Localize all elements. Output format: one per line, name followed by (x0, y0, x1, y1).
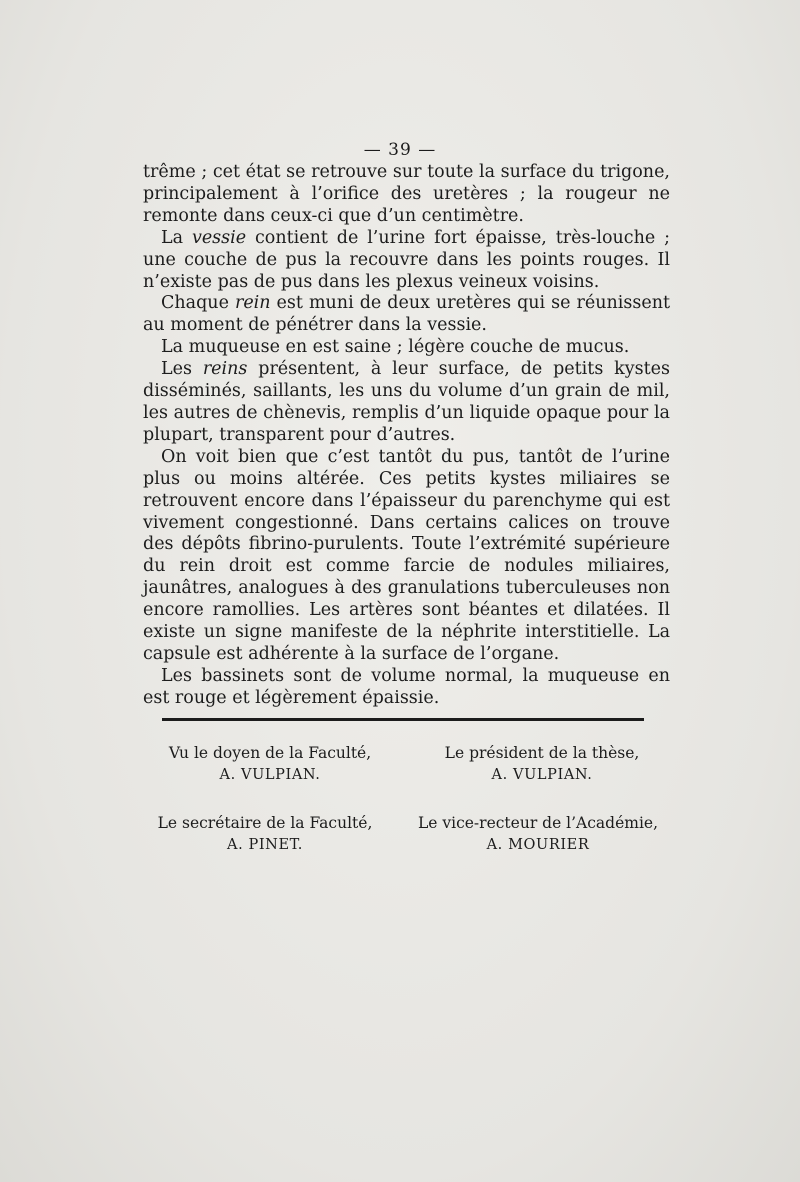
signature-name: A. VULPIAN. (219, 767, 321, 783)
italic-term: rein (234, 293, 271, 314)
signature-title: Le vice-recteur de l’Académie, (417, 814, 659, 832)
signature-name: A. MOURIER (486, 837, 590, 853)
president-signature-block (412, 742, 672, 786)
paragraph: Les reins présentent, à leur surface, de petits kystes disséminés, saillants, les uns du volume d’un grain de mil, les autres de chènevis, remplis d’un liquide opaque pour la plupart, transparent pour d’autres. (143, 359, 670, 445)
signature-title: Le secrétaire de la Faculté, (157, 814, 373, 832)
body-text (143, 162, 670, 710)
paragraph: Les bassinets sont de volume normal, la muqueuse en est rouge et légèrement épaissie. (143, 665, 670, 708)
signature-title: Vu le doyen de la Faculté, (168, 744, 372, 762)
paragraph: On voit bien que c’est tantôt du pus, tantôt de l’urine plus ou moins altérée. Ces petits kystes miliaires se retrouvent encore dans l’épaisseur du parenchyme qui est vivement congestionné. Dans certains calices on trouve des dépôts fibrino-purulents. Toute l’extrémité supérieure du rein droit est comme farcie de nodules miliaires, jaunâtres, analogues à des granulations tuberculeuses non encore ramollies. Les artères sont béantes et dilatées. Il existe un signe manifeste de la néphrite interstitielle. La capsule est adhérente à la surface de l’organe. (143, 446, 670, 664)
paragraph: trême ; cet état se retrouve sur toute la surface du trigone, principalement à l’orifice des uretères ; la rougeur ne remonte dans ceux-ci que d’un centimètre. (143, 162, 670, 226)
italic-term: reins (202, 359, 248, 380)
paragraph: La muqueuse en est saine ; légère couche de mucus. (161, 337, 630, 358)
rector-signature-block (408, 812, 668, 856)
signature-name: A. PINET. (227, 837, 303, 853)
secretary-signature-block (135, 812, 395, 856)
dean-signature-block (140, 742, 400, 786)
paragraph: Chaque rein est muni de deux uretères qui se réunissent au moment de pénétrer dans la vessie. (143, 293, 670, 336)
signature-title: Le président de la thèse, (444, 744, 640, 762)
paragraph: La vessie contient de l’urine fort épaisse, très-louche ; une couche de pus la recouvre dans les points rouges. Il n’existe pas de pus dans les plexus veineux voisins. (143, 227, 670, 292)
signature-name: A. VULPIAN. (491, 767, 593, 783)
page-number: — 39 — (363, 140, 437, 160)
italic-term: vessie (191, 227, 247, 248)
horizontal-rule (162, 718, 644, 721)
